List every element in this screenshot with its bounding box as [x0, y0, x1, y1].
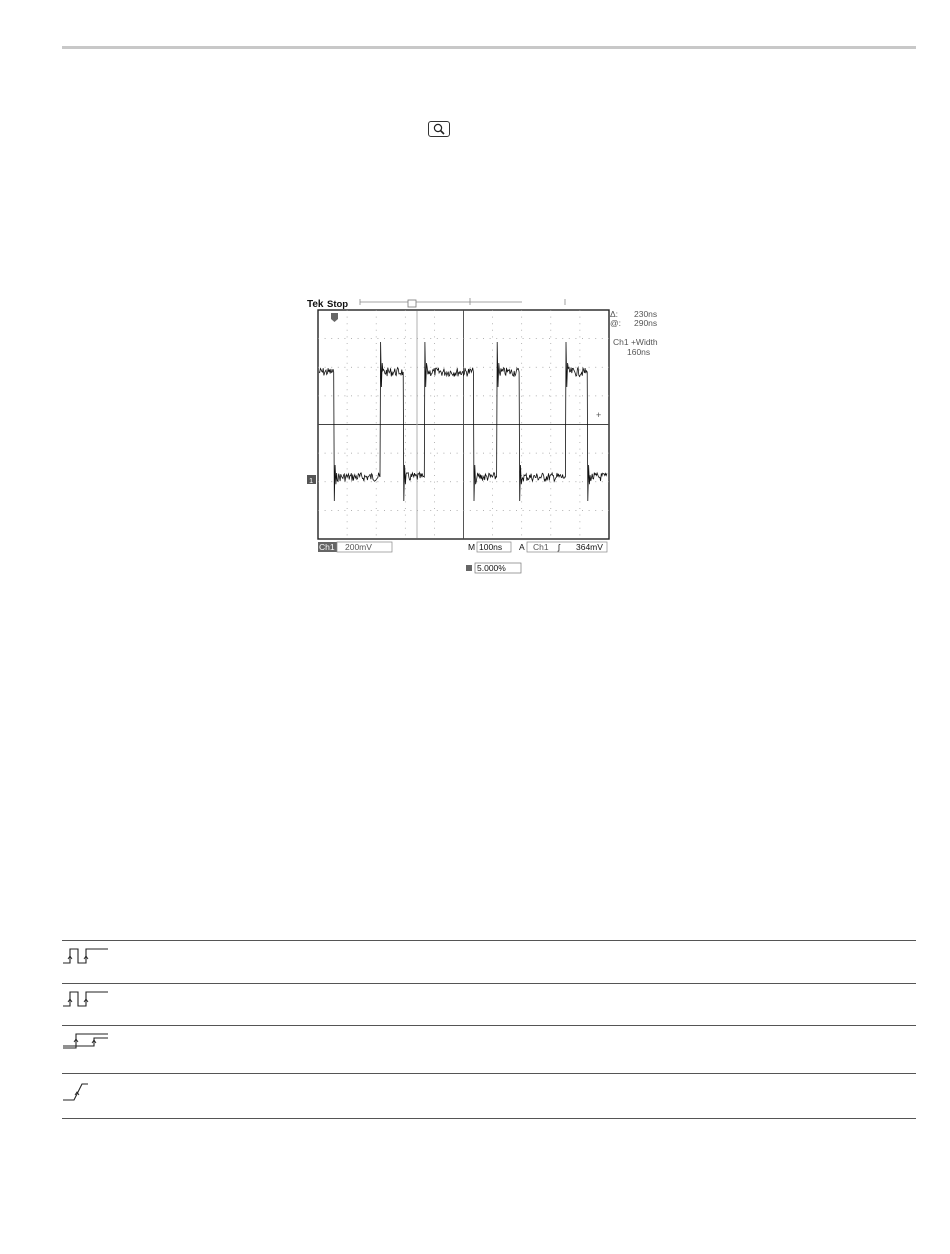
oscilloscope-screenshot	[300, 295, 680, 580]
cursor-button-icon[interactable]	[428, 121, 450, 137]
run-state: Stop	[327, 299, 349, 310]
trigger-position-value: 5.000%	[477, 563, 506, 573]
at-value: 290ns	[634, 318, 658, 328]
measure-label: Ch1 +Width	[613, 337, 658, 347]
rising-edge-icon	[62, 1080, 110, 1104]
ch1-ground-label: 1	[309, 476, 314, 485]
delta-value: 230ns	[634, 309, 658, 319]
trigger-slope-icon: ʃ	[558, 542, 560, 552]
trigger-arrow: +	[596, 410, 602, 420]
trigger-prefix: A	[519, 542, 525, 552]
table-rule	[62, 940, 916, 941]
brand-label: Tek	[307, 299, 324, 310]
pulse-train-icon	[62, 988, 110, 1012]
table-rule	[62, 1118, 916, 1119]
table-rule	[62, 1073, 916, 1074]
trigger-source: Ch1	[533, 542, 549, 552]
at-label: @:	[610, 318, 621, 328]
volts-div: 200mV	[345, 542, 372, 552]
trigger-position-icon	[466, 565, 472, 571]
timebase-prefix: M	[468, 542, 476, 552]
trigger-position-marker	[408, 300, 416, 307]
time-div: 100ns	[479, 542, 503, 552]
trigger-level: 364mV	[576, 542, 603, 552]
table-rule	[62, 1025, 916, 1026]
top-rule	[62, 46, 916, 49]
channel-label: Ch1	[319, 542, 335, 552]
double-step-icon	[62, 1030, 110, 1054]
delta-label: Δ:	[610, 309, 619, 319]
measure-value: 160ns	[627, 347, 651, 357]
pulse-train-icon	[62, 945, 110, 969]
table-rule	[62, 983, 916, 984]
